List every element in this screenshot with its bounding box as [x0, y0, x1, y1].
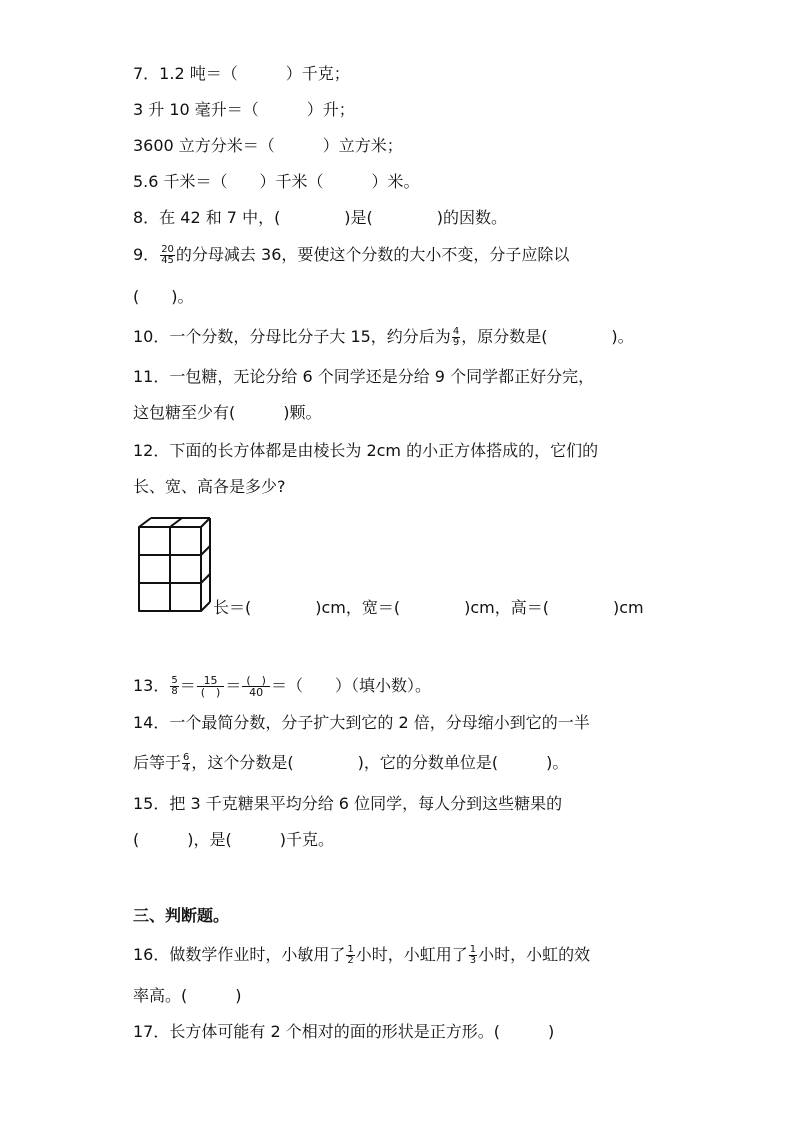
- cuboid-figure: [130, 514, 216, 616]
- q13-equals-2: ＝: [225, 676, 242, 695]
- q13-fraction-2-denominator: ( ): [200, 686, 221, 699]
- q10-line: [133, 327, 634, 348]
- q13-line: [133, 675, 431, 698]
- q13-fraction-2: [197, 675, 225, 698]
- q15-line2: ( )，是( )千克。: [133, 830, 334, 849]
- q15-line1: 15．把 3 千克糖果平均分给 6 位同学，每人分到这些糖果的: [133, 794, 563, 813]
- q16-text-mid: 小时，小虹用了: [355, 945, 468, 964]
- q9-line2: ( )。: [133, 287, 194, 306]
- q12-line1: 12．下面的长方体都是由棱长为 2cm 的小正方体搭成的，它们的: [133, 441, 599, 460]
- q13-fraction-1: [170, 676, 178, 697]
- q9-text: 的分母减去 36，要使这个分数的大小不变，分子应除以: [175, 245, 570, 264]
- q7-line4: 5.6 千米＝（ ）千米（ ）米。: [133, 172, 420, 191]
- q16-text-pre: 16．做数学作业时，小敏用了: [133, 945, 346, 964]
- q12-answer-line: 长＝( )cm，宽＝( )cm，高＝( )cm: [213, 598, 644, 617]
- q12-line2: 长、宽、高各是多少?: [133, 477, 286, 496]
- q16-line2: 率高。( ): [133, 986, 242, 1005]
- q7-line3: 3600 立方分米＝（ ）立方米；: [133, 136, 403, 155]
- q16-fraction-1: [346, 945, 354, 966]
- q16-fraction-1-numerator: 1: [347, 944, 354, 955]
- q13-text-rest: ＝（ ）（填小数）。: [270, 676, 431, 695]
- q8-line: 8．在 42 和 7 中，( )是( )的因数。: [133, 208, 508, 227]
- q10-text-post: ，原分数是( )。: [461, 327, 634, 346]
- q13-fraction-3-numerator: ( ): [242, 675, 270, 687]
- q13-fraction-1-numerator: 5: [171, 675, 178, 686]
- q9-line1: [133, 245, 569, 266]
- q13-number: 13．: [133, 676, 170, 695]
- q7-line1: 7．1.2 吨＝（ ）千克；: [133, 64, 350, 83]
- q11-line1: 11．一包糖，无论分给 6 个同学还是分给 9 个同学都正好分完，: [133, 367, 595, 386]
- q14-line1: 14．一个最简分数，分子扩大到它的 2 倍，分母缩小到它的一半: [133, 713, 590, 732]
- q7-line2: 3 升 10 毫升＝（ ）升；: [133, 100, 355, 119]
- q14-line2: [133, 753, 568, 774]
- q16-fraction-2-denominator: 3: [469, 955, 477, 966]
- q16-fraction-1-denominator: 2: [347, 955, 354, 966]
- section-3-heading: 三、判断题。: [133, 906, 230, 925]
- q9-number: 9．: [133, 245, 160, 264]
- q13-fraction-1-denominator: 8: [171, 686, 178, 697]
- q10-fraction-denominator: 9: [452, 337, 460, 348]
- q17-line: 17．长方体可能有 2 个相对的面的形状是正方形。( ): [133, 1022, 555, 1041]
- q13-fraction-3-denominator: 40: [249, 686, 264, 699]
- q14-fraction: [182, 753, 190, 774]
- q13-fraction-3: [242, 675, 270, 698]
- q16-fraction-2: [469, 945, 477, 966]
- q14-text-pre: 后等于: [133, 753, 182, 772]
- q9-fraction-denominator: 45: [161, 255, 174, 266]
- q14-fraction-denominator: 4: [183, 763, 190, 774]
- q11-line2: 这包糖至少有( )颗。: [133, 403, 322, 422]
- q14-text-post: ，这个分数是( )，它的分数单位是( )。: [191, 753, 569, 772]
- q10-text-pre: 10．一个分数，分母比分子大 15，约分后为: [133, 327, 451, 346]
- q16-line1: [133, 945, 590, 966]
- q10-fraction-numerator: 4: [452, 326, 460, 337]
- q13-fraction-2-numerator: 15: [197, 675, 225, 687]
- q10-fraction: [452, 327, 460, 348]
- q9-fraction-numerator: 20: [161, 244, 174, 255]
- q14-fraction-numerator: 6: [183, 752, 190, 763]
- q16-fraction-2-numerator: 1: [469, 944, 477, 955]
- q13-equals-1: ＝: [179, 676, 196, 695]
- q16-text-post: 小时，小虹的效: [478, 945, 591, 964]
- q9-fraction: [160, 245, 175, 266]
